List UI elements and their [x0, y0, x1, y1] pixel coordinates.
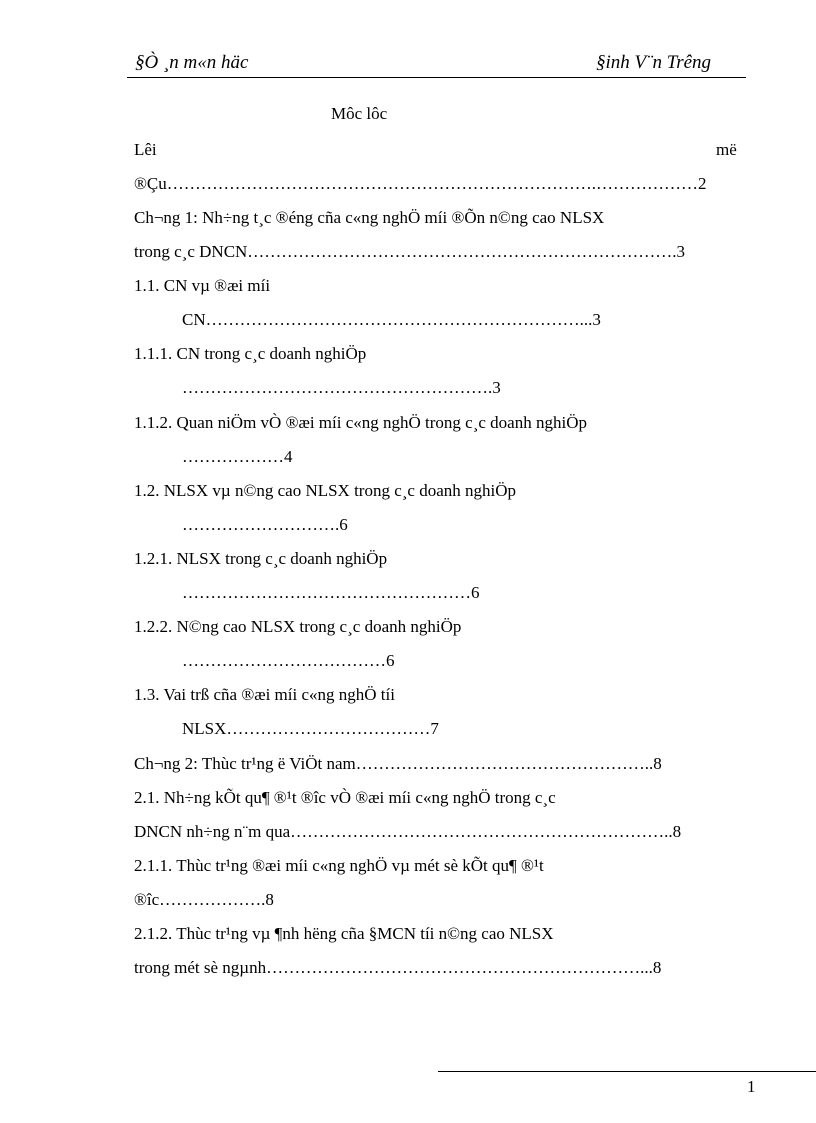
toc-line: trong c¸c DNCN………………………………………………………………….3 — [134, 242, 686, 261]
toc-line: 1.1.1. CN trong c¸c doanh nghiÖp — [134, 344, 367, 363]
toc-line: 2.1.2. Thùc tr¹ng vµ ¶nh hëng cña §MCN tíi n©ng cao NLSX — [134, 924, 554, 943]
toc-line: ®Çu………………………………………………………………….………………2 — [134, 174, 707, 193]
footer-rule — [438, 1071, 816, 1072]
toc-line: NLSX………………………………7 — [182, 719, 439, 738]
toc-line: Lêi — [134, 140, 157, 159]
toc-line: ………………………………6 — [182, 651, 395, 670]
toc-line: 1.2.2. N©ng cao NLSX trong c¸c doanh nghiÖp — [134, 617, 462, 636]
toc-line: DNCN nh÷ng n¨m qua…………………………………………………………..8 — [134, 822, 682, 841]
page-number: 1 — [747, 1077, 756, 1096]
toc-line: 1.1. CN vµ ®æi míi — [134, 276, 271, 295]
header-left-title: §Ò ¸n m«n häc — [135, 52, 249, 73]
toc-line: ®îc……………….8 — [134, 890, 274, 909]
toc-line: 1.2. NLSX vµ n©ng cao NLSX trong c¸c doanh nghiÖp — [134, 481, 517, 500]
toc-line: 1.1.2. Quan niÖm vÒ ®æi míi c«ng nghÖ trong c¸c doanh nghiÖp — [134, 413, 587, 432]
toc-line: 2.1.1. Thùc tr¹ng ®æi míi c«ng nghÖ vµ mét sè kÕt qu¶ ®¹t — [134, 856, 544, 875]
toc-line: ……………………………………………6 — [182, 583, 480, 602]
toc-line: më — [716, 140, 737, 159]
toc-line: Ch¬ng 2: Thùc tr¹ng ë ViÖt nam……………………………………………..8 — [134, 754, 662, 773]
toc-line: ……………………….6 — [182, 515, 348, 534]
toc-line: 1.3. Vai trß cña ®æi míi c«ng nghÖ tíi — [134, 685, 395, 704]
toc-line: Ch¬ng 1: Nh÷ng t¸c ®éng cña c«ng nghÖ míi ®Õn n©ng cao NLSX — [134, 208, 605, 227]
toc-line: ………………4 — [182, 447, 293, 466]
toc-line: 1.2.1. NLSX trong c¸c doanh nghiÖp — [134, 549, 388, 568]
toc-line: CN…………………………………………………………...3 — [182, 310, 601, 329]
toc-line: trong mét sè ngµnh…………………………………………………………...8 — [134, 958, 662, 977]
header-right-author: §inh V¨n Trêng — [596, 52, 712, 73]
toc-title: Môc lôc — [331, 104, 388, 123]
toc-line: 2.1. Nh÷ng kÕt qu¶ ®¹t ®îc vÒ ®æi míi c«ng nghÖ trong c¸c — [134, 788, 556, 807]
header-rule — [127, 77, 746, 78]
toc-line: ……………………………………………….3 — [182, 378, 501, 397]
